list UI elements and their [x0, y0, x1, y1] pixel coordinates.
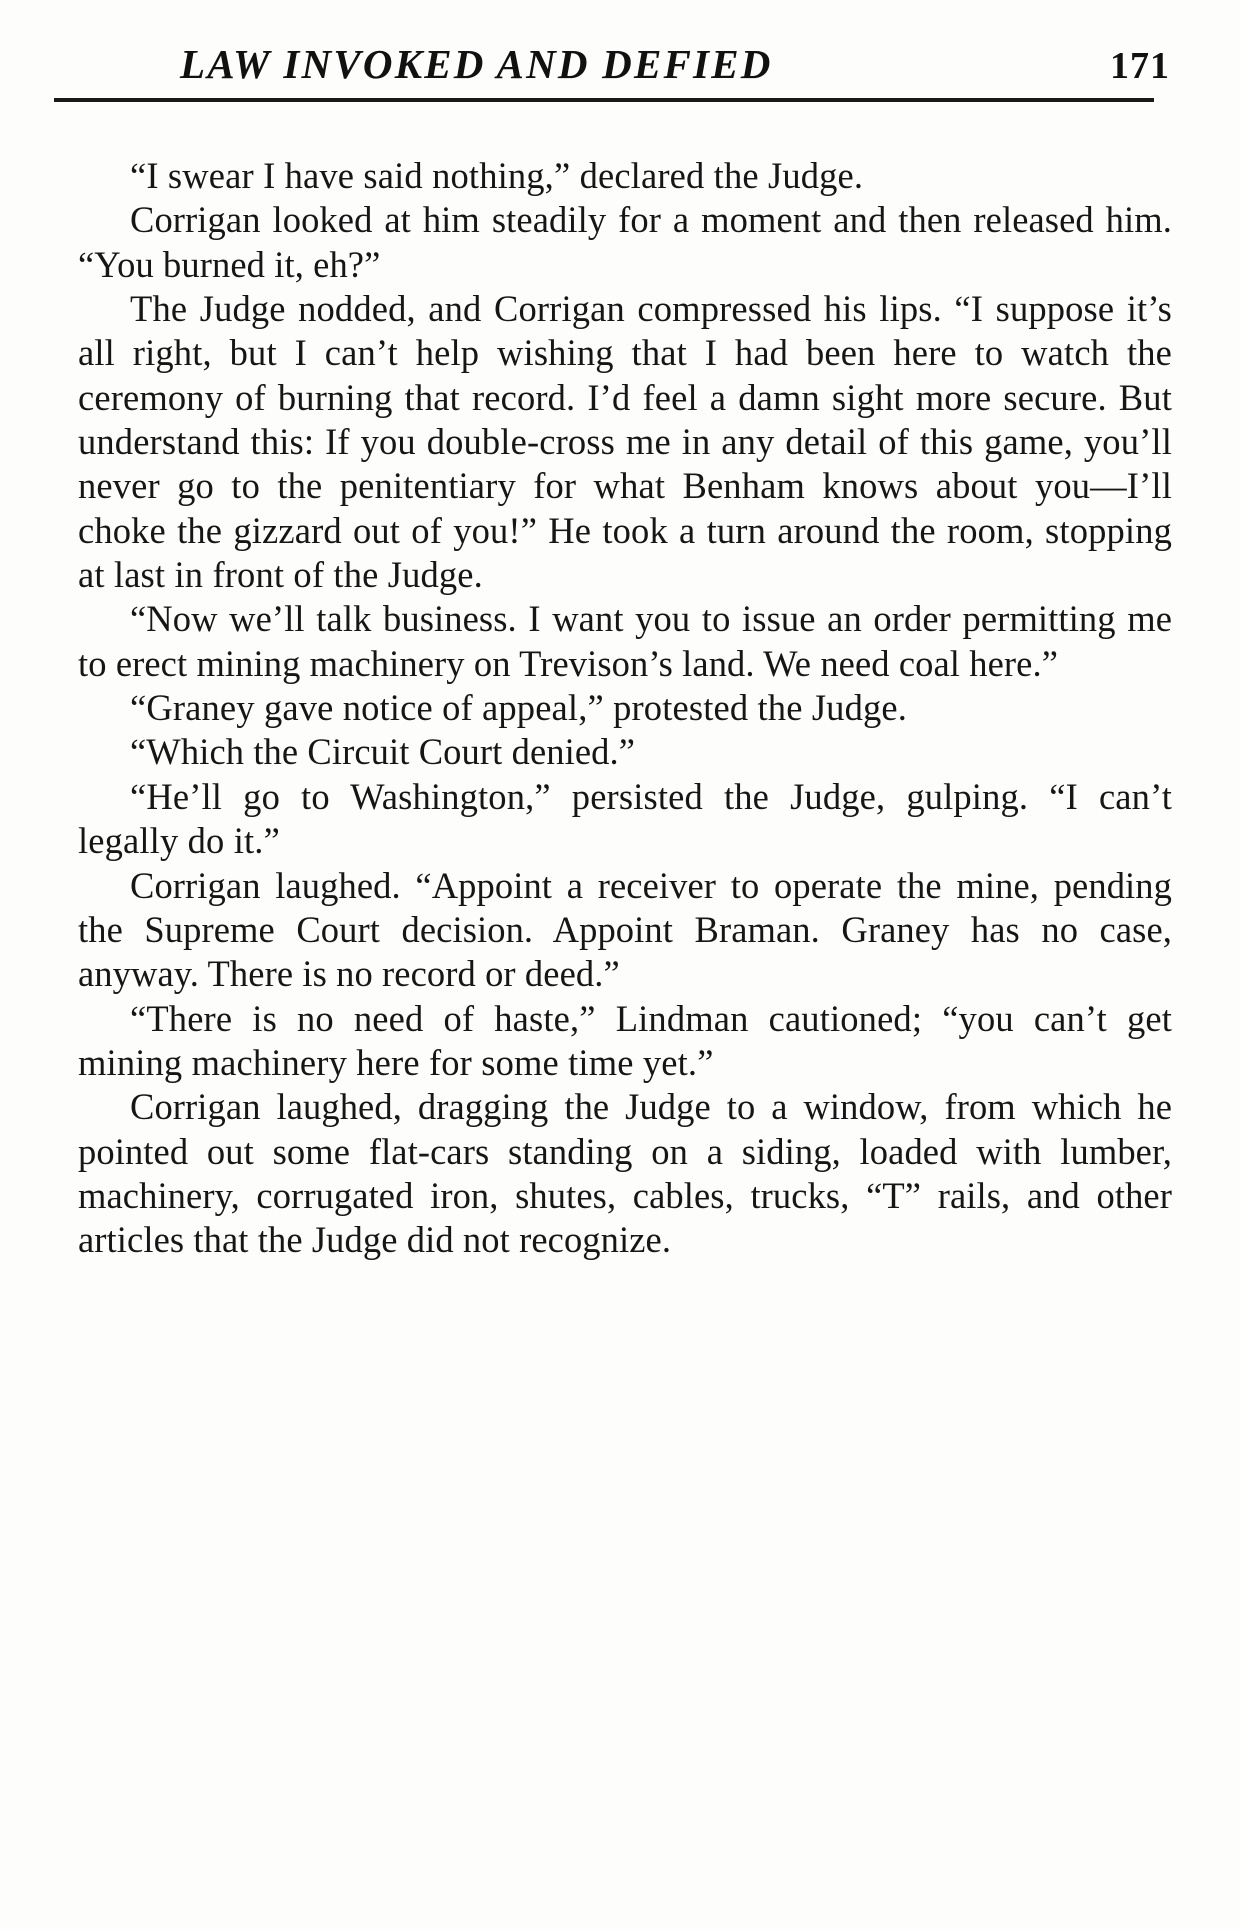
paragraph: Corrigan laughed, dragging the Judge to a window, from which he pointed out some flat-cars standing on a siding, loaded with lumber, machinery, corrugated iron, shutes, cables, trucks, “T” rails, and other articles that the Judge did not recognize.	[78, 1086, 1172, 1261]
page-number: 171	[1110, 45, 1170, 87]
paragraph: “I swear I have said nothing,” declared the Judge.	[130, 155, 864, 196]
paragraph: “There is no need of haste,” Lindman cautioned; “you can’t get mining machinery here for some time yet.”	[78, 997, 1172, 1083]
paragraph: “Which the Circuit Court denied.”	[130, 731, 636, 773]
header-rule	[54, 98, 1154, 102]
paragraph: The Judge nodded, and Corrigan compressed his lips. “I suppose it’s all right, but I can’t help wishing that I had been here to watch the ceremony of burning that record. I’d feel a damn sight more secure. But understand this: If you double-cross me in any detail of this game, you’ll never go to the penitentiary for what Benham knows about you—I’ll choke the gizzard out of you!” He took a turn around the room, stopping at last in front of the Judge.	[78, 288, 1172, 596]
paragraph: Corrigan looked at him steadily for a moment and then released him. “You burned it, eh?”	[78, 199, 1172, 285]
paragraph: “Now we’ll talk business. I want you to issue an order permitting me to erect mining machinery on Trevison’s land. We need coal here.”	[78, 598, 1172, 684]
page-header	[50, 40, 1190, 88]
page-content	[50, 40, 1190, 1263]
running-title: LAW INVOKED AND DEFIED	[180, 41, 773, 87]
paragraph: Corrigan laughed. “Appoint a receiver to operate the mine, pending the Supreme Court decision. Appoint Braman. Graney has no case, anyway. There is no record or deed.”	[78, 864, 1172, 995]
paragraph: “Graney gave notice of appeal,” protested the Judge.	[130, 687, 908, 729]
body-text	[50, 154, 1190, 1263]
paragraph: “He’ll go to Washington,” persisted the Judge, gulping. “I can’t legally do it.”	[78, 775, 1172, 862]
